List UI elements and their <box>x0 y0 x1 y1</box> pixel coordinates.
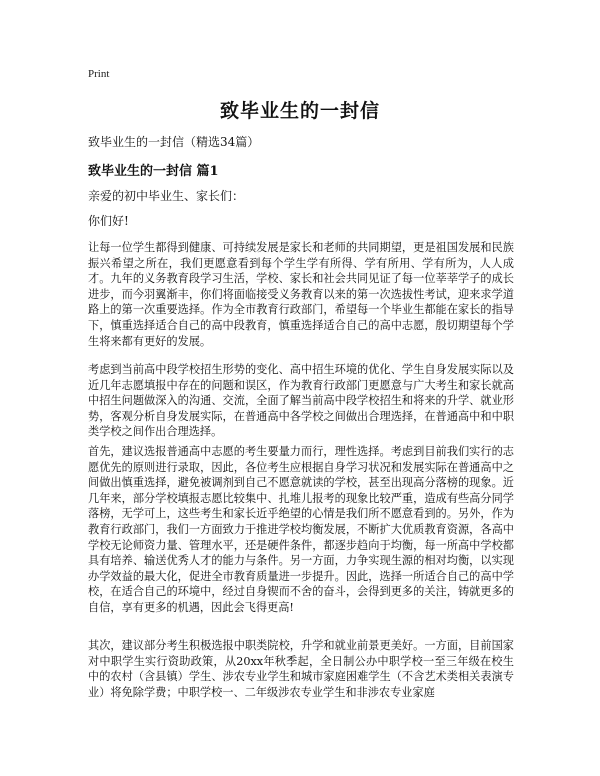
document-title: 致毕业生的一封信 <box>219 100 380 122</box>
print-link[interactable]: Print <box>88 68 110 80</box>
paragraph: 其次，建议部分考生积极选报中职类院校，升学和就业前景更美好。一方面，目前国家对中职学生实行资助政策，从20xx年秋季起，全日制公办中职学校一至三年级在校生中的农村（含县镇）学生、涉农专业学生和城市家庭困难学生（不含艺术类相关表演专业）将免除学费；中职学校一、二年级涉农专业学生和非涉农专业家庭 <box>88 639 514 699</box>
salutation: 亲爱的初中毕业生、家长们： <box>88 189 245 203</box>
paragraph: 首先，建议选报普通高中志愿的考生要量力而行，理性选择。考虑到目前我们实行的志愿优先的原则进行录取，因此，各位考生应根据自身学习状况和发展实际在普通高中之间做出慎重选择，避免被调剂到自己不愿意就读的学校，甚至出现高分落榜的现象。近几年来，部分学校填报志愿比较集中、扎堆儿报考的现象比较严重，造成有些高分同学落榜，无学可上，这些考生和家长近乎绝望的心情是我们所不愿意看到的。另外，作为教育行政部门，我们一方面致力于推进学校均衡发展，不断扩大优质教育资源，各高中学校无论师资力量、管理水平，还是硬件条件，都逐步趋向于均衡，每一所高中学校都具有培养、输送优秀人才的能力与条件。另一方面，力争实现生源的相对均衡，以实现办学效益的最大化，促进全市教育质量进一步提升。因此，选择一所适合自己的高中学校，在适合自己的环境中，经过自身锲而不舍的奋斗，会得到更多的关注，铸就更多的自信，享有更多的机遇，因此会飞得更高! <box>88 445 514 614</box>
paragraph: 让每一位学生都得到健康、可持续发展是家长和老师的共同期望，更是祖国发展和民族振兴希望之所在，我们更愿意看到每个学生学有所得、学有所用、学有所为，人人成才。九年的义务教育段学习生活，学校、家长和社会共同见证了每一位莘莘学子的成长进步，而今羽翼渐丰，你们将面临接受义务教育以来的第一次选拔性考试，迎来求学道路上的第一次重要选择。作为全市教育行政部门，希望每一个毕业生都能在家长的指导下，慎重选择适合自己的高中段教育，慎重选择适合自己的高中志愿，殷切期望每个学生将来都有更好的发展。 <box>88 241 514 348</box>
paragraph: 考虑到当前高中段学校招生形势的变化、高中招生环境的优化、学生自身发展实际以及近几年志愿填报中存在的问题和误区，作为教育行政部门更愿意与广大考生和家长就高中招生问题做深入的沟通、交流，全面了解当前高中段学校招生和将来的升学、就业形势，客观分析自身发展实际，在普通高中各学校之间做出合理选择，在普通高中和中职类学校之间作出合理选择。 <box>88 363 514 439</box>
section-heading: 致毕业生的一封信 篇1 <box>88 164 219 179</box>
document-subtitle: 致毕业生的一封信（精选34篇） <box>88 135 260 149</box>
greeting: 你们好! <box>88 214 129 228</box>
